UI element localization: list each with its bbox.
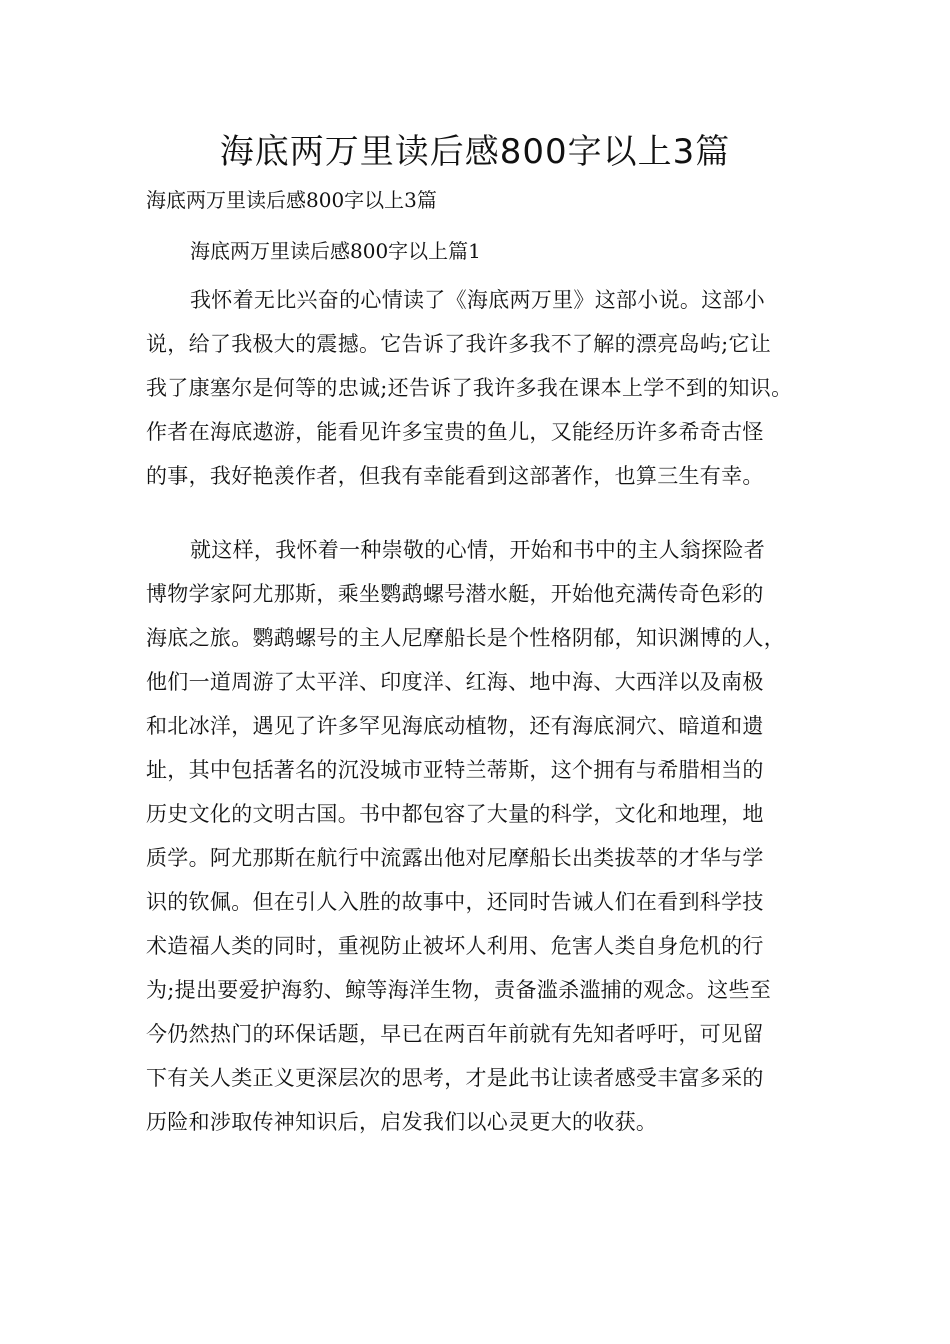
paragraph-line: 历险和涉取传神知识后，启发我们以心灵更大的收获。: [146, 1110, 658, 1134]
paragraph-line: 和北冰洋，遇见了许多罕见海底动植物，还有海底洞穴、暗道和遗: [146, 714, 764, 738]
section-heading: 海底两万里读后感800字以上篇1: [190, 239, 481, 263]
paragraph-line: 他们一道周游了太平洋、印度洋、红海、地中海、大西洋以及南极: [146, 670, 764, 694]
paragraph-line: 质学。阿尤那斯在航行中流露出他对尼摩船长出类拔萃的才华与学: [146, 846, 764, 870]
paragraph-line: 为;提出要爱护海豹、鲸等海洋生物，责备滥杀滥捕的观念。这些至: [146, 978, 772, 1002]
paragraph-line: 的事，我好艳羡作者，但我有幸能看到这部著作，也算三生有幸。: [146, 464, 764, 488]
paragraph-line: 下有关人类正义更深层次的思考，才是此书让读者感受丰富多采的: [146, 1066, 764, 1090]
paragraph-line: 我了康塞尔是何等的忠诚;还告诉了我许多我在课本上学不到的知识。: [146, 376, 793, 400]
paragraph-line: 址，其中包括著名的沉没城市亚特兰蒂斯，这个拥有与希腊相当的: [146, 758, 764, 782]
paragraph-line: 博物学家阿尤那斯，乘坐鹦鹉螺号潜水艇，开始他充满传奇色彩的: [146, 582, 764, 606]
paragraph-line: 说，给了我极大的震撼。它告诉了我许多我不了解的漂亮岛屿;它让: [146, 332, 772, 356]
document-subtitle: 海底两万里读后感800字以上3篇: [146, 188, 437, 212]
paragraph-line: 今仍然热门的环保话题，早已在两百年前就有先知者呼吁，可见留: [146, 1022, 764, 1046]
paragraph-line: 术造福人类的同时，重视防止被坏人利用、危害人类自身危机的行: [146, 934, 764, 958]
paragraph-line: 海底之旅。鹦鹉螺号的主人尼摩船长是个性格阴郁，知识渊博的人，: [146, 626, 785, 650]
paragraph-line: 作者在海底遨游，能看见许多宝贵的鱼儿，又能经历许多希奇古怪: [146, 420, 764, 444]
paragraph-1: [146, 278, 792, 498]
paragraph-line: 就这样，我怀着一种崇敬的心情，开始和书中的主人翁探险者: [190, 538, 766, 562]
paragraph-line: 识的钦佩。但在引人入胜的故事中，还同时告诫人们在看到科学技: [146, 890, 764, 914]
paragraph-line: 历史文化的文明古国。书中都包容了大量的科学，文化和地理，地: [146, 802, 764, 826]
paragraph-2: [146, 528, 785, 1144]
page-title: 海底两万里读后感800字以上3篇: [219, 132, 731, 172]
paragraph-line: 我怀着无比兴奋的心情读了《海底两万里》这部小说。这部小: [190, 288, 766, 312]
